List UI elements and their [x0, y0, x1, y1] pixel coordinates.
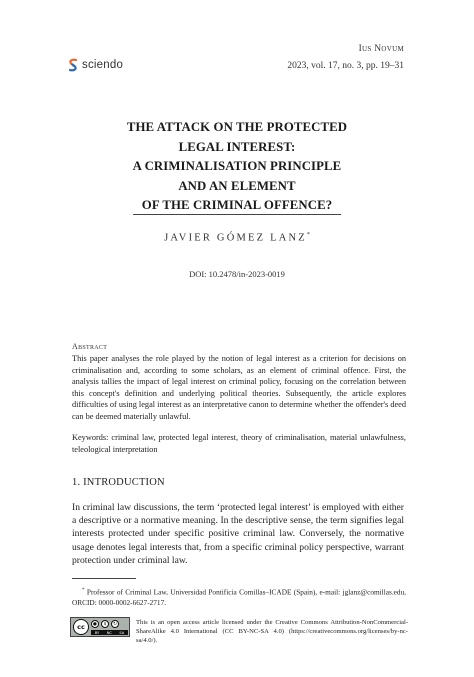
badge-label-nc: NC	[106, 630, 112, 635]
cc-license-badge[interactable]	[70, 617, 130, 637]
article-title	[0, 118, 474, 216]
footnote-marker: *	[82, 588, 85, 593]
author-name: JAVIER GÓMEZ LANZ	[164, 232, 307, 244]
footnote-divider	[72, 578, 136, 579]
title-line: THE ATTACK ON THE PROTECTED	[126, 120, 348, 134]
journal-issue-info: 2023, vol. 17, no. 3, pp. 19–31	[287, 61, 404, 71]
title-line: AND AN ELEMENT	[178, 178, 296, 193]
attribution-icon: ●	[91, 620, 99, 628]
title-line: A CRIMINALISATION PRINCIPLE	[132, 159, 342, 173]
author-footnote-marker: *	[306, 232, 310, 238]
title-line: LEGAL INTEREST:	[178, 139, 296, 154]
abstract-body: This paper analyses the role played by the notion of legal interest as a criterion for decisions on criminalisation and, according to some scholars, as an element of criminal offence. First, the analysis tallies the impact of legal interest on criminal policy, focusing on the correlation between this concept's definition and underlying political theories. Subsequently, the article explores difficulties of using legal interest as an interpretative canon to determine whether the offender's deed can be deemed materially unlawful.	[72, 354, 406, 421]
footnote-text: Professor of Criminal Law, Universidad Pontificia Comillas–ICADE (Spain), e-mail: jglanz@comillas.edu, ORCID: 0000-0002-6627-2717.	[72, 587, 406, 608]
badge-label-sa: SA	[119, 630, 125, 635]
author-line	[0, 232, 474, 244]
license-badge-labels	[91, 630, 128, 635]
publisher-logo	[68, 58, 123, 72]
abstract-heading: Abstract	[72, 342, 108, 351]
keywords: Keywords: criminal law, protected legal interest, theory of criminalisation, material unlawfulness, teleological interpretation	[72, 433, 406, 454]
section-body: In criminal law discussions, the term ‘protected legal interest’ is employed with either a descriptive or a normative meaning. In the descriptive sense, the term signifies legal interests protected under specific positive criminal law. Conversely, the normative usage denotes legal interests that, from a specific criminal policy perspective, warrant protection under criminal law.	[72, 502, 404, 566]
title-line: OF THE CRIMINAL OFFENCE?	[141, 198, 333, 212]
sciendo-logo-icon	[68, 58, 78, 72]
section-heading: 1. INTRODUCTION	[72, 477, 165, 488]
title-divider	[133, 214, 341, 215]
author-footnote	[72, 586, 406, 609]
sharealike-icon: ↻	[111, 620, 119, 628]
badge-label-by: BY	[94, 630, 100, 635]
publisher-logo-text: sciendo	[82, 59, 124, 71]
doi: DOI: 10.2478/in-2023-0019	[189, 269, 285, 279]
creative-commons-icon: cc	[73, 619, 89, 635]
journal-name: Ius Novum	[358, 44, 404, 54]
noncommercial-icon: $	[101, 620, 109, 628]
license-text: This is an open access article licensed under the Creative Commons Attribution-NonCommercial-ShareAlike 4.0 International (CC BY-NC-SA 4.0) (https://creativecommons.org/licenses/by-nc-sa/4.0/).	[136, 619, 408, 644]
